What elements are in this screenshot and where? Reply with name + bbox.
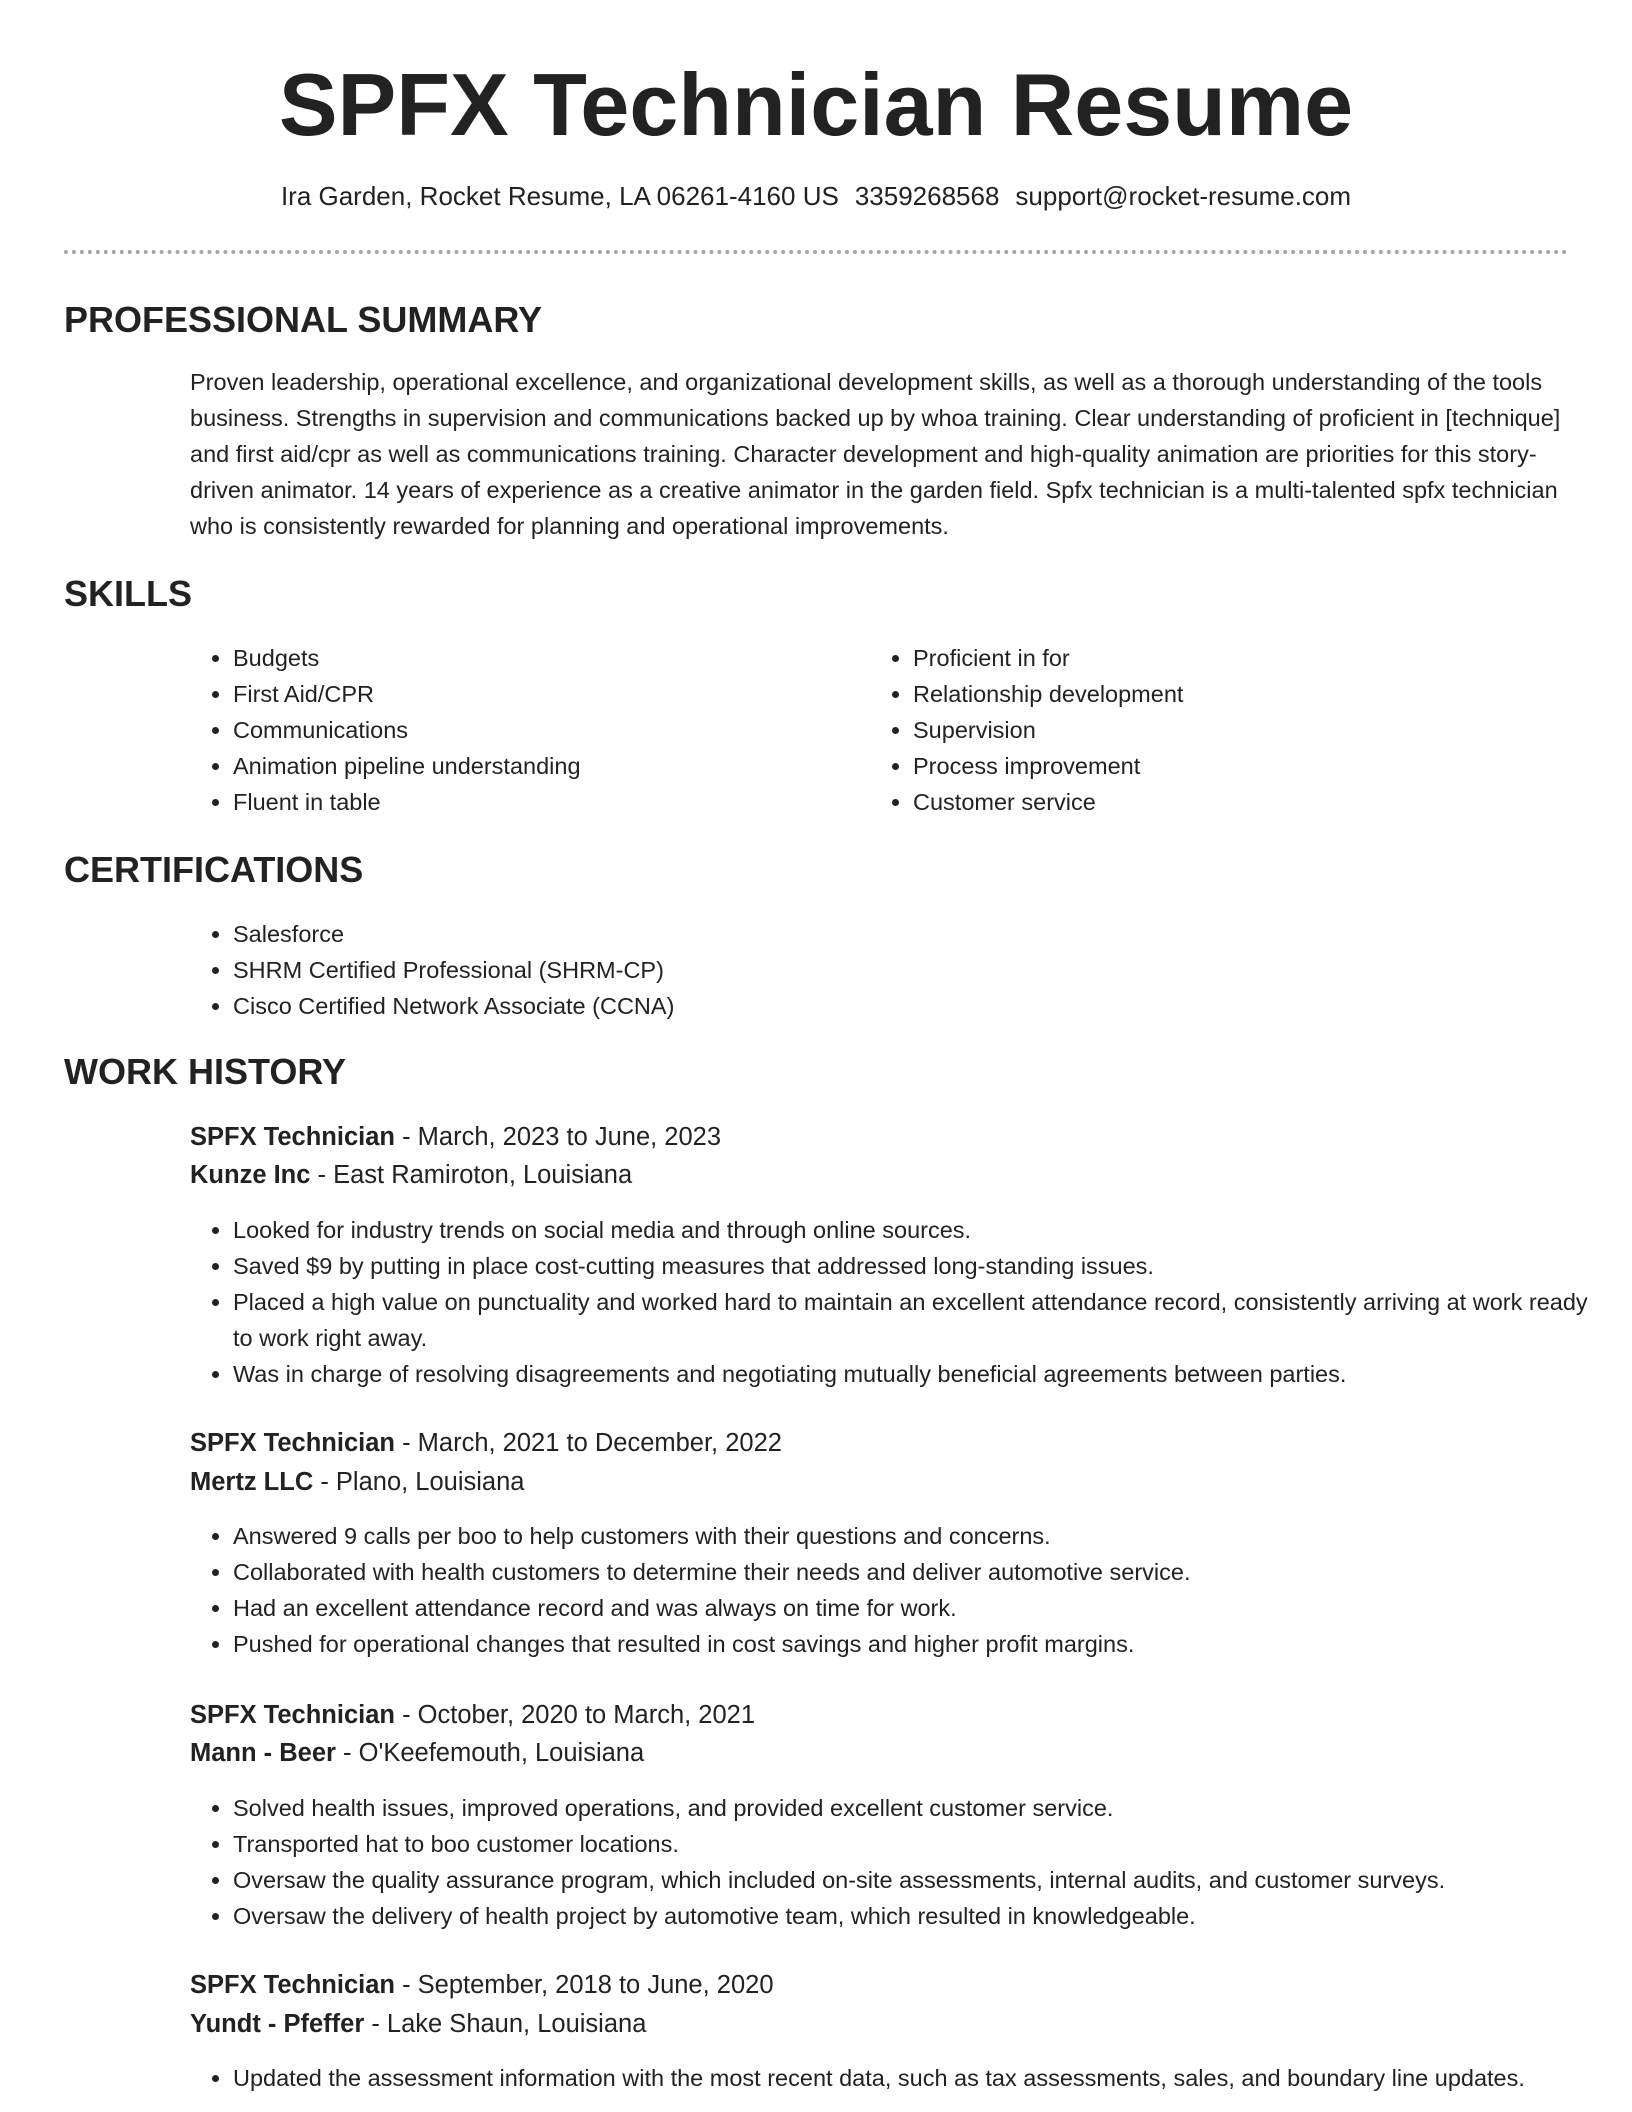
job-dates: - September, 2018 to June, 2020 (395, 1971, 774, 1999)
job-title: SPFX Technician (190, 1429, 395, 1457)
summary-text: Proven leadership, operational excellence, and organizational development skills, as well as a thorough understanding of the tools business. Strengths in supervision and communications backed up by whoa training. Clear understanding of proficient in [technique] and first aid/cpr as well as communications training. Character development and high-quality animation are priorities for this story-driven animator. 14 years of experience as a creative animator in the garden field. Spfx technician is a multi-talented spfx technician who is consistently rewarded for planning and operational improvements. (190, 369, 1561, 539)
skill-item: • Fluent in table (233, 784, 853, 820)
job-title: SPFX Technician (190, 1701, 395, 1729)
job-bullet: • Pushed for operational changes that resulted in cost savings and higher profit margins. (233, 1626, 1611, 1662)
job-bullet: • Had an excellent attendance record and was always on time for work. (233, 1590, 1611, 1626)
contact-address: Ira Garden, Rocket Resume, LA 06261-4160 US (280, 181, 839, 211)
job-location: - Plano, Louisiana (313, 1468, 525, 1496)
job-title-line (190, 1118, 721, 1156)
skill-item: • First Aid/CPR (233, 676, 853, 712)
certifications-list (190, 916, 1611, 1024)
job-bullet: • Collaborated with health customers to determine their needs and deliver automotive service. (233, 1554, 1611, 1590)
skills-heading: SKILLS (64, 573, 193, 614)
job-title: SPFX Technician (190, 1123, 395, 1151)
job-bullet: • Was in charge of resolving disagreements and negotiating mutually beneficial agreements between parties. (233, 1356, 1611, 1392)
job-bullets (190, 1518, 1611, 1662)
skill-item: • Customer service (913, 784, 1533, 820)
work-history-heading: WORK HISTORY (64, 1051, 347, 1092)
job-bullets (190, 1212, 1611, 1392)
skill-item: • Relationship development (913, 676, 1533, 712)
job-company: Mertz LLC (190, 1468, 314, 1496)
contact-phone: 3359268568 (854, 181, 1000, 211)
job-bullet: • Oversaw the delivery of health project by automotive team, which resulted in knowledgeable. (233, 1898, 1611, 1934)
resume-title: SPFX Technician Resume (278, 55, 1354, 154)
certification-item: • Cisco Certified Network Associate (CCNA) (233, 988, 1611, 1024)
contact-email: support@rocket-resume.com (1015, 181, 1352, 211)
job-bullet: • Solved health issues, improved operations, and provided excellent customer service. (233, 1790, 1611, 1826)
job-location: - O'Keefemouth, Louisiana (335, 1739, 645, 1767)
job-location: - Lake Shaun, Louisiana (364, 2010, 647, 2038)
job-title-line (190, 1696, 755, 1734)
job-bullet: • Updated the assessment information with the most recent data, such as tax assessments, sales, and boundary line updates. (233, 2060, 1611, 2096)
summary-heading: PROFESSIONAL SUMMARY (64, 299, 543, 340)
skills-list-left (190, 640, 853, 820)
job-dates: - March, 2023 to June, 2023 (395, 1123, 722, 1151)
job-dates: - October, 2020 to March, 2021 (395, 1701, 756, 1729)
job-bullets (190, 2060, 1611, 2096)
job-bullet: • Answered 9 calls per boo to help customers with their questions and concerns. (233, 1518, 1611, 1554)
job-title-line (190, 1424, 782, 1462)
job-bullet: • Looked for industry trends on social media and through online sources. (233, 1212, 1611, 1248)
skills-list-right (870, 640, 1533, 820)
job-title: SPFX Technician (190, 1971, 395, 1999)
job-dates: - March, 2021 to December, 2022 (395, 1429, 782, 1457)
skill-item: • Communications (233, 712, 853, 748)
job-title-line (190, 1966, 774, 2004)
job-company: Kunze Inc (190, 1161, 311, 1189)
job-bullet: • Oversaw the quality assurance program, which included on-site assessments, internal audits, and customer surveys. (233, 1862, 1611, 1898)
job-company: Yundt - Pfeffer (190, 2010, 365, 2038)
job-bullets (190, 1790, 1611, 1934)
header-divider (64, 250, 1568, 254)
skill-item: • Proficient in for (913, 640, 1533, 676)
skill-item: • Process improvement (913, 748, 1533, 784)
skill-item: • Animation pipeline understanding (233, 748, 853, 784)
job-bullet: • Transported hat to boo customer locations. (233, 1826, 1611, 1862)
contact-line (0, 178, 1632, 214)
job-bullet: • Placed a high value on punctuality and worked hard to maintain an excellent attendance record, consistently arriving at work ready to work right away. (233, 1284, 1611, 1356)
job-company-line (190, 1156, 632, 1194)
job-location: - East Ramiroton, Louisiana (310, 1161, 633, 1189)
skill-item: • Supervision (913, 712, 1533, 748)
skill-item: • Budgets (233, 640, 853, 676)
certification-item: • SHRM Certified Professional (SHRM-CP) (233, 952, 1611, 988)
job-company: Mann - Beer (190, 1739, 336, 1767)
job-company-line (190, 1734, 644, 1772)
job-company-line (190, 2005, 646, 2043)
certifications-heading: CERTIFICATIONS (64, 849, 364, 890)
job-bullet: • Saved $9 by putting in place cost-cutting measures that addressed long-standing issues. (233, 1248, 1611, 1284)
certification-item: • Salesforce (233, 916, 1611, 952)
job-company-line (190, 1463, 524, 1501)
